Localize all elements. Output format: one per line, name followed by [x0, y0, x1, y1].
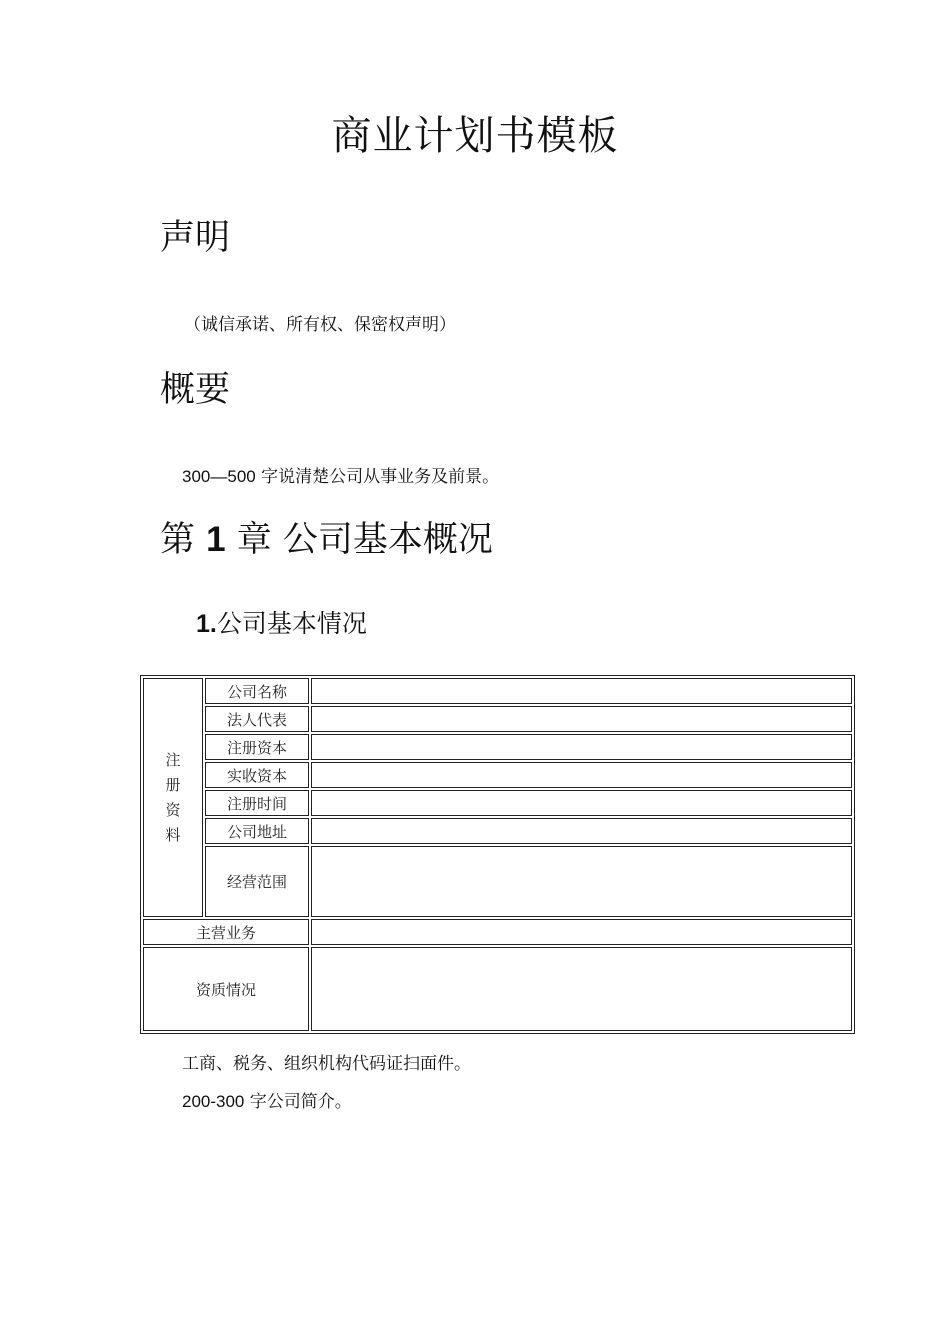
field-value-registered-capital[interactable] [311, 734, 852, 760]
chapter-heading [160, 512, 493, 562]
intro-range: 200-300 [182, 1092, 245, 1111]
section-title: 公司基本情况 [216, 609, 367, 638]
chapter-title: 章 公司基本概况 [225, 520, 493, 560]
summary-text-body: 字说清楚公司从事业务及前景。 [255, 467, 500, 487]
field-value-registration-date[interactable] [311, 790, 852, 816]
chapter-number: 1 [206, 520, 226, 559]
field-label-main-business: 主营业务 [143, 919, 309, 945]
table-row [143, 790, 852, 816]
group-label-char: 资 [165, 800, 181, 819]
company-info-table [140, 675, 855, 1034]
field-value-address[interactable] [311, 818, 852, 844]
declaration-heading: 声明 [160, 218, 231, 258]
table-row [143, 818, 852, 844]
section-number: 1. [196, 610, 217, 638]
field-label-registered-capital: 注册资本 [205, 734, 309, 760]
field-label-business-scope: 经营范围 [205, 846, 309, 917]
table-row [143, 947, 852, 1031]
field-value-qualification[interactable] [311, 947, 852, 1031]
section-heading [196, 604, 367, 640]
field-value-paid-capital[interactable] [311, 762, 852, 788]
company-intro-note [182, 1087, 352, 1112]
chapter-prefix: 第 [160, 520, 207, 560]
field-label-company-name: 公司名称 [205, 678, 309, 704]
declaration-text: （诚信承诺、所有权、保密权声明） [184, 315, 456, 335]
field-label-qualification: 资质情况 [143, 947, 309, 1031]
group-label-char: 册 [165, 775, 181, 794]
table-row [143, 706, 852, 732]
table-row [143, 734, 852, 760]
field-value-legal-rep[interactable] [311, 706, 852, 732]
table-row [143, 678, 852, 704]
intro-body: 字公司简介。 [244, 1092, 352, 1112]
field-value-main-business[interactable] [311, 919, 852, 945]
registration-group-label [143, 678, 203, 917]
field-label-address: 公司地址 [205, 818, 309, 844]
license-scan-note: 工商、税务、组织机构代码证扫面件。 [182, 1054, 471, 1074]
document-title: 商业计划书模板 [331, 113, 619, 159]
field-value-company-name[interactable] [311, 678, 852, 704]
field-value-business-scope[interactable] [311, 846, 852, 917]
field-label-paid-capital: 实收资本 [205, 762, 309, 788]
table-row [143, 762, 852, 788]
summary-text [182, 462, 499, 487]
field-label-registration-date: 注册时间 [205, 790, 309, 816]
group-label-char: 料 [165, 825, 181, 844]
table-row [143, 919, 852, 945]
group-label-char: 注 [165, 750, 181, 769]
field-label-legal-rep: 法人代表 [205, 706, 309, 732]
summary-heading: 概要 [160, 370, 231, 410]
summary-text-range: 300—500 [182, 467, 256, 486]
table-row [143, 846, 852, 917]
